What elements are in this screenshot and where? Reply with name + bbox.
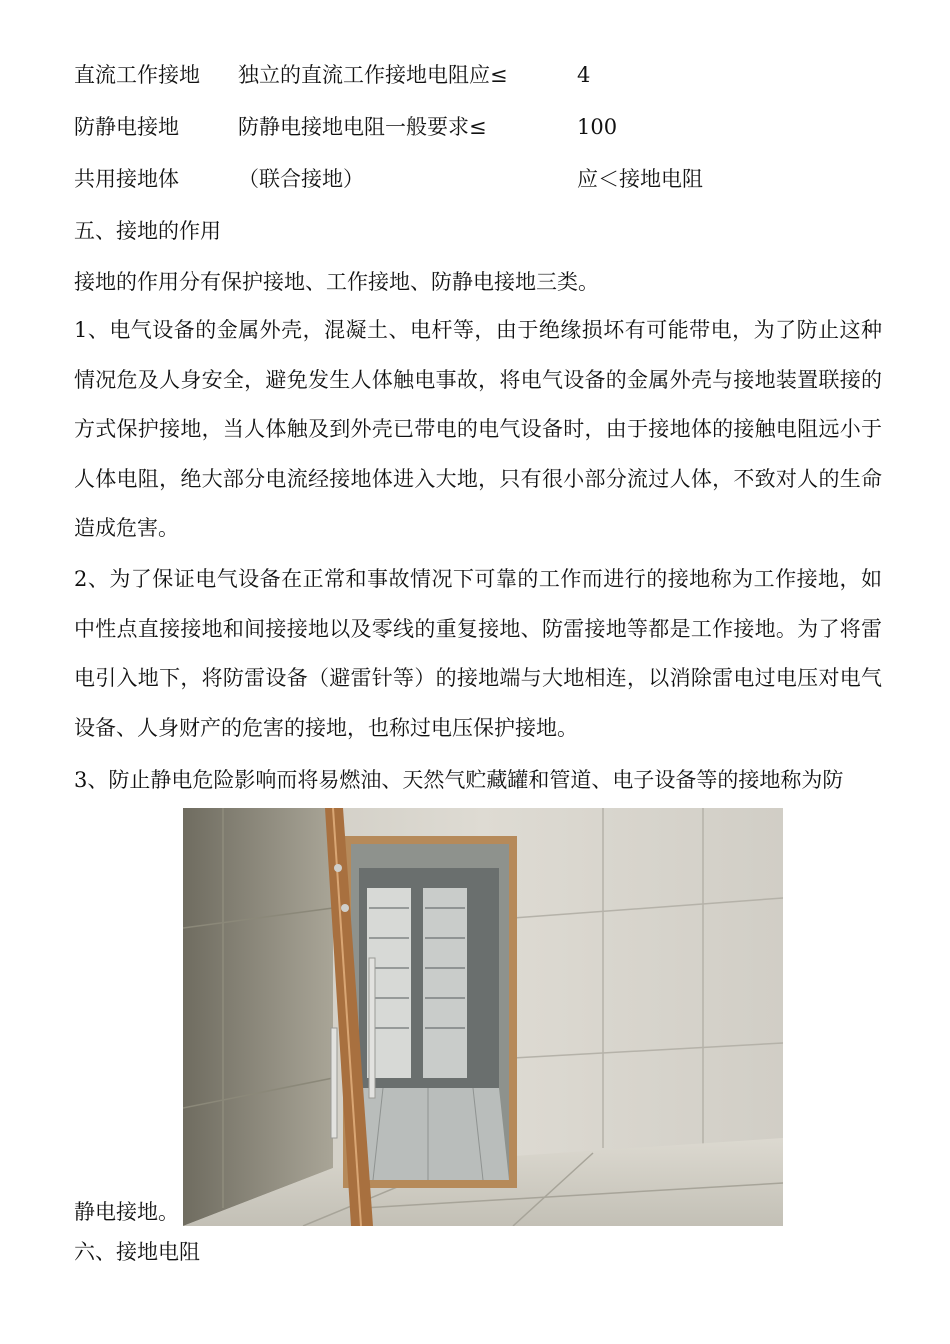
row-description: 独立的直流工作接地电阻应≤ bbox=[238, 63, 508, 87]
section-heading: 六、接地电阻 bbox=[74, 1240, 200, 1264]
paragraph-working-grounding: 2、为了保证电气设备在正常和事故情况下可靠的工作而进行的接地称为工作接地，如中性点直接接地和间接接地以及零线的重复接地、防雷接地等都是工作接地。为了将雷电引入地下，将防雷设备（避雷针等）的接地端与大地相连，以消除雷电过电压对电气设备、人身财产的危害的接地，也称过电压保护接地。 bbox=[74, 567, 882, 740]
row-value: 应＜接地电阻 bbox=[577, 167, 703, 191]
row-name: 共用接地体 bbox=[74, 167, 179, 191]
row-value: 4 bbox=[577, 63, 591, 87]
paragraph-protective-grounding: 1、电气设备的金属外壳，混凝土、电杆等，由于绝缘损坏有可能带电，为了防止这种情况危及人身安全，避免发生人体触电事故，将电气设备的金属外壳与接地装置联接的方式保护接地，当人体触及到外壳已带电的电气设备时，由于接地体的接触电阻远小于人体电阻，绝大部分电流经接地体进入大地，只有很小部分流过人体，不致对人的生命造成危害。 bbox=[74, 318, 882, 540]
row-name: 防静电接地 bbox=[74, 115, 179, 139]
intro-paragraph: 接地的作用分有保护接地、工作接地、防静电接地三类。 bbox=[74, 270, 599, 294]
server-room-door-photo bbox=[183, 808, 783, 1226]
row-value: 100 bbox=[577, 115, 618, 139]
row-description: （联合接地） bbox=[238, 167, 364, 191]
row-description: 防静电接地电阻一般要求≤ bbox=[238, 115, 487, 139]
row-name: 直流工作接地 bbox=[74, 63, 200, 87]
paragraph-antistatic-grounding: 3、防止静电危险影响而将易燃油、天然气贮藏罐和管道、电子设备等的接地称为防 bbox=[74, 768, 844, 792]
photo-illustration bbox=[183, 808, 783, 1226]
paragraph-antistatic-grounding-end: 静电接地。 bbox=[74, 1200, 179, 1224]
section-heading: 五、接地的作用 bbox=[74, 219, 221, 243]
